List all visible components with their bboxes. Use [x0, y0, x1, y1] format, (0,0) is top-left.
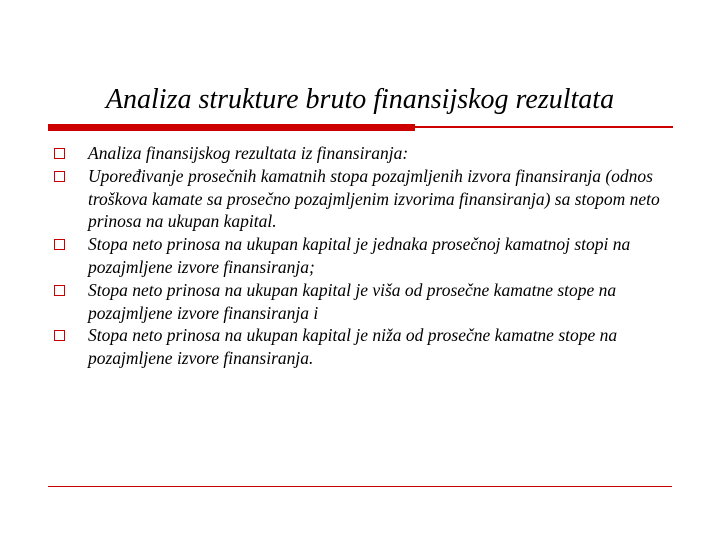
- bullet-text: Stopa neto prinosa na ukupan kapital je jednaka prosečnoj kamatnoj stopi na pozajmljene izvore finansiranja;: [88, 234, 631, 277]
- bullet-text: Stopa neto prinosa na ukupan kapital je viša od prosečne kamatne stope na pozajmljene izvore finansiranja i: [88, 279, 617, 323]
- hollow-square-bullet-icon: [54, 148, 65, 159]
- footer-divider: [48, 486, 672, 487]
- bullet-text: Analiza finansijskog rezultata iz finansiranja:: [88, 143, 409, 163]
- hollow-square-bullet-icon: [54, 285, 65, 296]
- slide-title: Analiza strukture bruto finansijskog rezultata: [105, 84, 615, 115]
- bullet-list: [54, 142, 684, 370]
- hollow-square-bullet-icon: [54, 330, 65, 341]
- title-underline-thick: [48, 124, 415, 131]
- hollow-square-bullet-icon: [54, 239, 65, 250]
- bullet-item: [54, 165, 684, 233]
- bullet-item: [54, 324, 684, 370]
- bullet-item: [54, 279, 684, 325]
- bullet-text: Upoređivanje prosečnih kamatnih stopa pozajmljenih izvora finansiranja (odnos troškova kamate sa prosečno pozajmljenim izvorima finansiranja) sa stopom neto prinosa na ukupan kapital.: [88, 165, 660, 232]
- hollow-square-bullet-icon: [54, 171, 65, 182]
- bullet-text: Stopa neto prinosa na ukupan kapital je niža od prosečne kamatne stope na pozajmljene izvore finansiranja.: [88, 325, 618, 369]
- bullet-item: [54, 142, 684, 165]
- bullet-item: [54, 233, 684, 279]
- title-underline-thin: [415, 126, 673, 128]
